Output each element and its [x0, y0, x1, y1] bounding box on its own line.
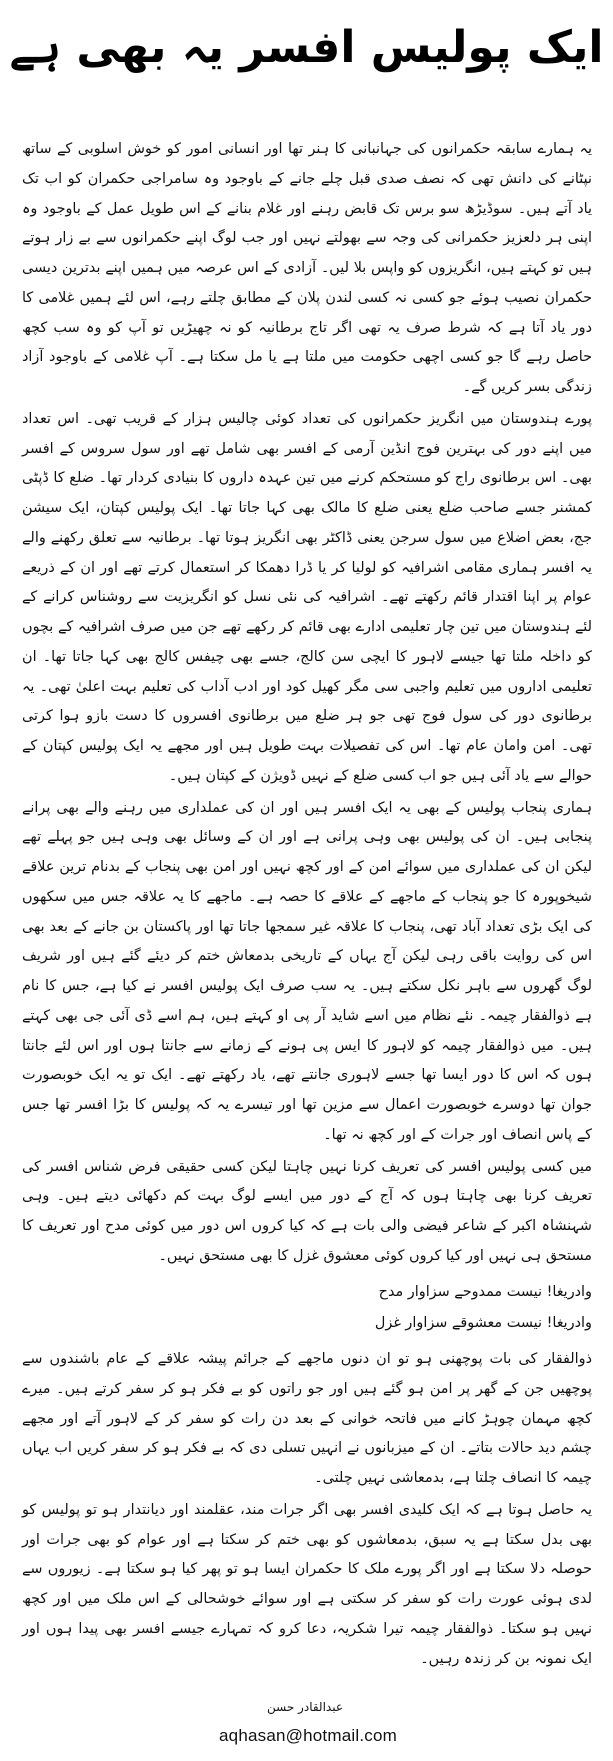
paragraph: یہ حاصل ہوتا ہے کہ ایک کلیدی افسر بھی اگر جرات مند، عقلمند اور دیانتدار ہو تو پولیس کو بھی بدل سکتا ہے یہ سبق، بدمعاشوں کو بھی ختم کر سکتا ہے اور عوام کو بھی جرات اور حوصلہ دلا سکتا ہے اور اگر پورے ملک کا حکمران ایسا ہو تو پھر کیا ہو سکتا ہے۔ زیوروں سے لدی ہوئی عورت رات کو سفر کر سکتی ہے اور سوائے خوشحالی کے اس ملک میں اور کچھ نہیں ہو سکتا۔ ذوالفقار چیمہ تیرا شکریہ، دعا کرو کہ تمہارے جیسے افسر بھی پیدا ہوں اور ایک نمونہ بن کر زندہ رہیں۔ [22, 1501, 592, 1667]
verse-line: وادریغا! نیست معشوقے سزاوار غزل [374, 1315, 592, 1332]
column-body [22, 135, 592, 1676]
verse-line: وادریغا! نیست ممدوحے سزاوار مدح [378, 1283, 592, 1300]
paragraph: پورے ہندوستان میں انگریز حکمرانوں کی تعداد کوئی چالیس ہزار کے قریب تھی۔ اس تعداد میں اپنے دور کی بہترین فوج انڈین آرمی کے افسر بھی شامل تھے اور سول سروس کے افسر بھی۔ اس برطانوی راج کو مستحکم کرنے میں تین عہدہ داروں کا بنیادی کردار تھا۔ ضلع کا ڈپٹی کمشنر جسے صاحب ضلع یعنی ضلع کا مالک بھی کہا جاتا تھا۔ ایک پولیس کپتان، ایک سیشن جج، بعض اضلاع میں سول سرجن یعنی ڈاکٹر بھی انگریز ہوتا تھا۔ برطانیہ سے تعلق رکھنے والے یہ افسر ہماری مقامی اشرافیہ کو لولیا کر یا ڈرا دھمکا کر استعمال کرتے تھے اور ان کے ذریعے عوام پر اپنا اقتدار قائم رکھتے تھے۔ اشرافیہ کی نئی نسل کو انگریزیت سے روشناس کرانے کے لئے ہندوستان میں تین چار تعلیمی ادارے بھی قائم کر رکھے تھے جن میں صرف اشرافیہ کے بچوں کو داخلہ ملتا تھا جیسے لاہور کا ایچی سن کالج، جسے بھی چیفس کالج بھی کہا جاتا تھا۔ ان تعلیمی اداروں میں تعلیم واجبی سی مگر کھیل کود اور ادب آداب کی تعلیم بہت اعلیٰ تھی۔ یہ برطانوی دور کی سول فوج تھی جو ہر ضلع میں برطانوی افسروں کا دست بازو ہوا کرتی تھی۔ امن وامان عام تھا۔ اس کی تفصیلات بہت طویل ہیں اور مجھے یہ ایک پولیس کپتان کے حوالے سے یاد آئی ہیں جو اب کسی ضلع کے نہیں ڈویژن کے کپتان ہیں۔ [22, 410, 592, 784]
paragraph: ذوالفقار کی بات پوچھنی ہو تو ان دنوں ماجھے کے جرائم پیشہ علاقے کے عام باشندوں سے پوچھیں جن کے گھر پر امن ہو گئے ہیں اور جو راتوں کو بے فکر ہو کر سفر کرتے ہیں۔ میرے کچھ مہمان چوہڑ کانے میں فاتحہ خوانی کے بعد دن رات کو سفر کر کے لاہور آتے اور مجھے چشم دید حالات بتاتے۔ ان کے میزبانوں نے انہیں تسلی دی کہ بے فکر ہو کر سفر کریں اب یہاں چیمہ کا انصاف چلتا ہے، بدمعاشی نہیں چلتی۔ [22, 1351, 592, 1486]
paragraph: یہ ہمارے سابقہ حکمرانوں کی جہانبانی کا ہنر تھا اور انسانی امور کو خوش اسلوبی کے ساتھ نپٹانے کی دانش تھی کہ نصف صدی قبل چلے جانے کے باوجود وہ سامراجی حکمران کو اب تک یاد آتے ہیں۔ سوڈیڑھ سو برس تک قابض رہنے اور غلام بنانے کے اس طویل عمل کے باوجود وہ اپنی ہر دلعزیز حکمرانی کی وجہ سے بھولتے نہیں اور جب لوگ اپنے حکمرانوں سے بے زار ہوتے ہیں تو کہتے ہیں، انگریزوں کو واپس بلا لیں۔ آزادی کے اس عرصہ میں ہمیں اپنے بدترین دیسی حکمران نصیب ہوئے جو کسی نہ کسی لندن پلان کے مطابق چلتے رہے، اس لئے ہمیں غلامی کا دور یاد آتا ہے کہ شرط صرف یہ تھی اگر تاج برطانیہ کو نہ چھیڑیں تو آپ کو وہ سب کچھ حاصل رہے گا جو کسی اچھی حکومت میں ملتا ہے یا مل سکتا ہے۔ آپ غلامی کے باوجود آزاد زندگی بسر کریں گے۔ [22, 141, 592, 395]
paragraph: میں کسی پولیس افسر کی تعریف کرنا نہیں چاہتا لیکن کسی حقیقی فرض شناس افسر کی تعریف کرنا بھی چاہتا ہوں کہ آج کے دور میں ایسے لوگ بہت کم دکھائی دیتے ہیں۔ وہی شہنشاہ اکبر کے شاعر فیضی والی بات ہے کہ کیا کروں اس دور میں کوئی مدح اور تعریف کا مستحق ہی نہیں اور کیا کروں کوئی معشوق غزل کا بھی مستحق نہیں۔ [22, 1158, 592, 1264]
author-name: عبدالقادر حسن [266, 1700, 343, 1714]
column-title: ایک پولیس افسر یہ بھی ہے [9, 22, 604, 73]
author-email[interactable]: aqhasan@hotmail.com [219, 1726, 397, 1745]
persian-verses [22, 1278, 592, 1340]
paragraph: ہماری پنجاب پولیس کے بھی یہ ایک افسر ہیں اور ان کی عملداری میں رہنے والے بھی پرانے پنجابی ہیں۔ ان کی پولیس بھی وہی پرانی ہے اور ان کے وسائل بھی وہی ہیں جو پہلے تھے لیکن ان کی عملداری میں سوائے امن کے اور کچھ نہیں اور امن بھی پنجاب کے بدنام ترین علاقے شیخوپورہ کا جو پنجاب کے ماجھے کے علاقے کا حصہ ہے۔ ماجھے کا یہ علاقہ جس میں سکھوں کی ایک بڑی تعداد آباد تھی، پنجاب کا علاقہ غیر سمجھا جاتا تھا اور پاکستان بن جانے کے بعد بھی اس کی روایت باقی رہی لیکن آج یہاں کے تاریخی بدمعاش ختم کر دیئے گئے ہیں اور شریف لوگ گھروں سے باہر نکل سکتے ہیں۔ یہ سب صرف ایک پولیس افسر نے کیا ہے، جس کا نام ہے ذوالفقار چیمہ۔ نئے نظام میں اسے شاید آر پی او کہتے ہیں، ہم اسے ڈی آئی جی بھی کہتے ہیں۔ میں ذوالفقار چیمہ کو لاہور کا ایس پی ہونے کے زمانے سے جانتا ہوں اور اس لئے جانتا ہوں کہ اس کا دور ایسا تھا جسے لاہوری جانتے تھے، یاد رکھتے تھے۔ ایک تو یہ ایک خوبصورت جوان تھا دوسرے خوبصورت اعمال سے مزین تھا اور تیسرے یہ کہ پولیس کا بڑا افسر تھا جس کے پاس انصاف اور جرات کے اور کچھ نہ تھا۔ [22, 799, 592, 1143]
